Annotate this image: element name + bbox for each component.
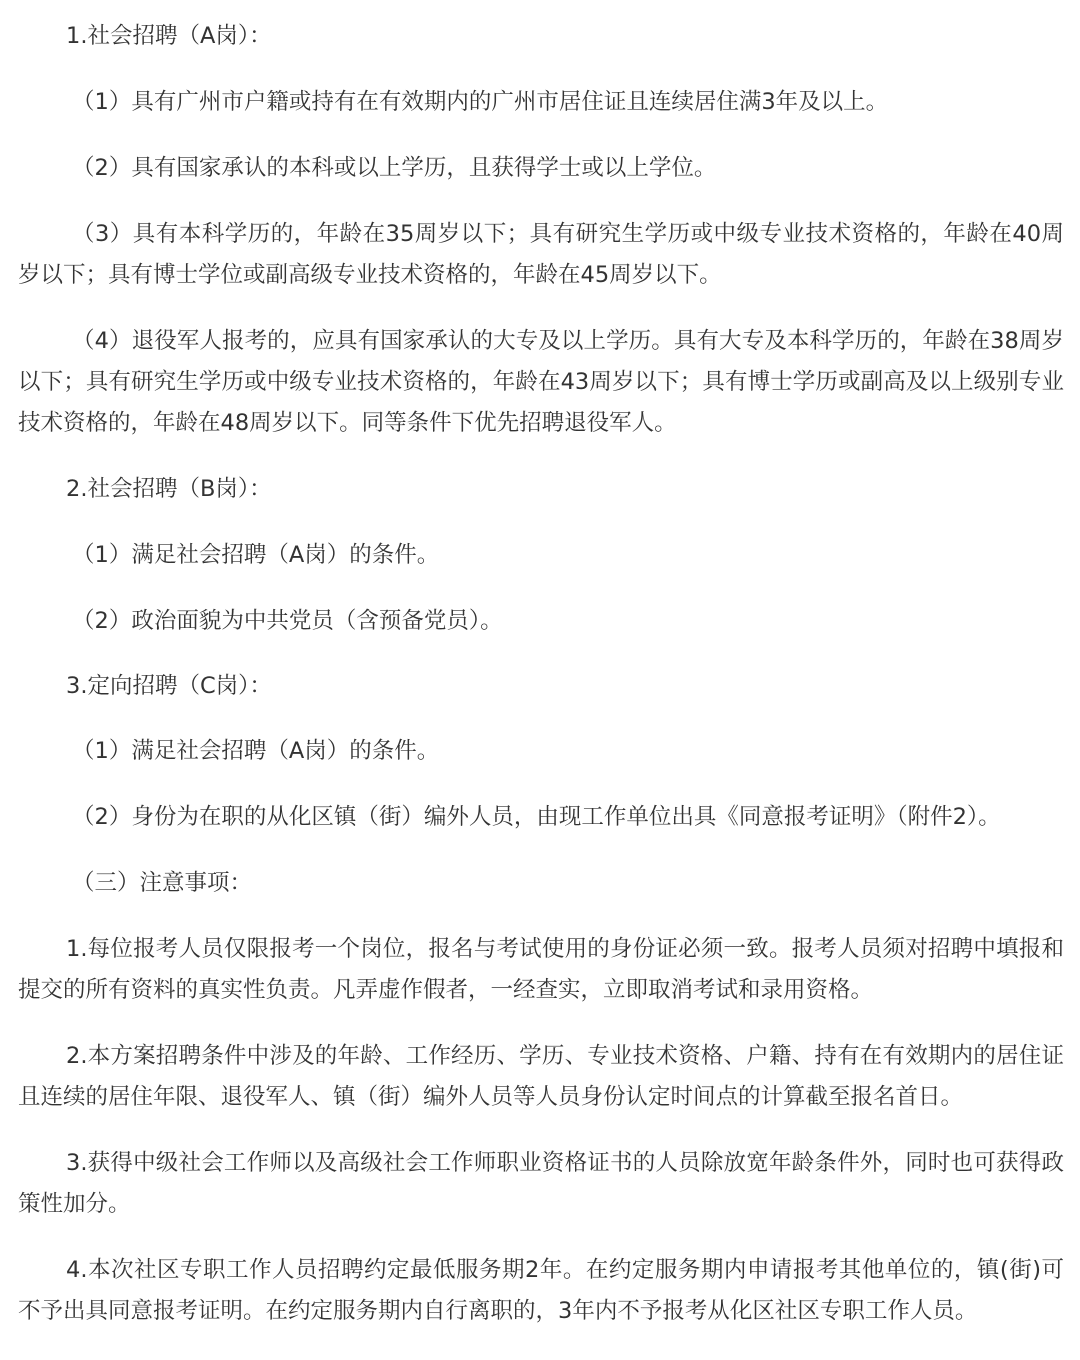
note-4: 4.本次社区专职工作人员招聘约定最低服务期2年。在约定服务期内申请报考其他单位的，镇(街)可不予出具同意报考证明。在约定服务期内自行离职的，3年内不予报考从化区社区专职工作人员。 (18, 1257, 1064, 1324)
note-1: 1.每位报考人员仅限报考一个岗位，报名与考试使用的身份证必须一致。报考人员须对招聘中填报和提交的所有资料的真实性负责。凡弄虚作假者，一经查实，立即取消考试和录用资格。 (18, 936, 1064, 1003)
section-a-item-3: （3）具有本科学历的，年龄在35周岁以下；具有研究生学历或中级专业技术资格的，年龄在40周岁以下；具有博士学位或副高级专业技术资格的，年龄在45周岁以下。 (18, 221, 1064, 288)
section-a-item-4: （4）退役军人报考的，应具有国家承认的大专及以上学历。具有大专及本科学历的，年龄在38周岁以下；具有研究生学历或中级专业技术资格的，年龄在43周岁以下；具有博士学历或副高及以上级别专业技术资格的，年龄在48周岁以下。同等条件下优先招聘退役军人。 (18, 328, 1064, 436)
note-2: 2.本方案招聘条件中涉及的年龄、工作经历、学历、专业技术资格、户籍、持有在有效期内的居住证且连续的居住年限、退役军人、镇（街）编外人员等人员身份认定时间点的计算截至报名首日。 (18, 1043, 1064, 1110)
notes-heading: （三）注意事项： (72, 870, 253, 896)
section-a-item-2: （2）具有国家承认的本科或以上学历，且获得学士或以上学位。 (72, 155, 717, 181)
section-a-heading: 1.社会招聘（A岗）： (66, 23, 272, 49)
section-a-item-1: （1）具有广州市户籍或持有在有效期内的广州市居住证且连续居住满3年及以上。 (72, 89, 889, 115)
section-b-heading: 2.社会招聘（B岗）： (66, 476, 272, 502)
section-c-heading: 3.定向招聘（C岗）： (66, 673, 272, 699)
section-b-item-1: （1）满足社会招聘（A岗）的条件。 (72, 542, 440, 568)
section-b-item-2: （2）政治面貌为中共党员（含预备党员）。 (72, 608, 503, 634)
section-c-item-1: （1）满足社会招聘（A岗）的条件。 (72, 738, 440, 764)
note-3: 3.获得中级社会工作师以及高级社会工作师职业资格证书的人员除放宽年龄条件外，同时也可获得政策性加分。 (18, 1150, 1064, 1217)
section-c-item-2: （2）身份为在职的从化区镇（街）编外人员，由现工作单位出具《同意报考证明》（附件2）。 (72, 804, 1001, 830)
